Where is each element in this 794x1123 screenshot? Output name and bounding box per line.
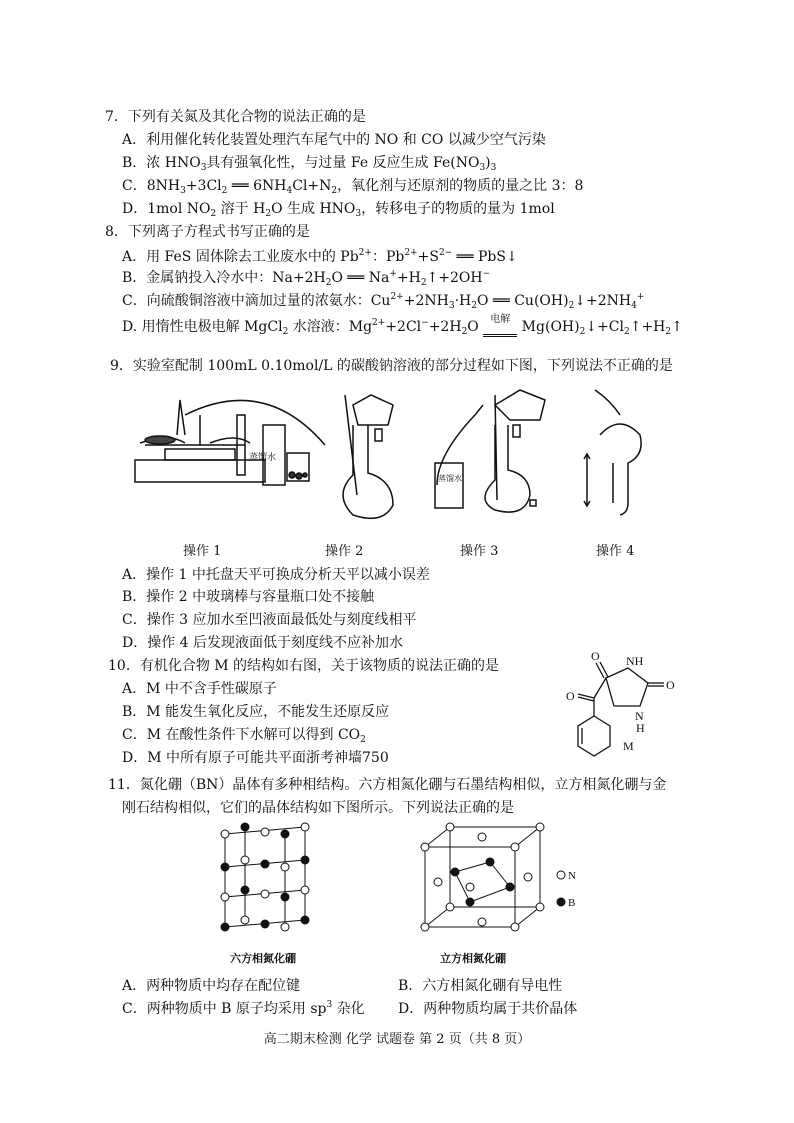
q10-option-b: B．M 能发生氧化反应，不能发生还原反应 [122,704,390,720]
oxygen-label-3: O [566,689,575,703]
op2-caption: 操作 2 [325,544,364,559]
q9-option-c: C．操作 3 应加水至凹液面最低处与刻度线相平 [122,612,417,628]
h-label: H [636,721,645,735]
q10-option-d: D．M 中所有原子可能共平面浙考神墙750 [122,750,389,766]
q7-option-a: A．利用催化转化装置处理汽车尾气中的 NO 和 CO 以减少空气污染 [122,132,546,148]
q7-stem: 7．下列有关氮及其化合物的说法正确的是 [105,109,366,125]
molecule-label-m: M [623,739,634,753]
q9-option-b: B．操作 2 中玻璃棒与容量瓶口处不接触 [122,589,375,605]
q10-stem: 10．有机化合物 M 的结构如右图，关于该物质的说法正确的是 [108,658,500,674]
q11-option-c: C．两种物质中 B 原子均采用 $sp^3$ 杂化 [122,1000,365,1017]
hexagonal-bn-lattice [225,827,305,927]
nh-label-1: NH [626,654,644,668]
q9-operations-figure [125,385,705,525]
q7-option-c: C．$8NH_3+3Cl_2$ ══ $6NH_4Cl+N_2$，氧化剂与还原剂的物质的量之比 3：8 [122,178,584,196]
q11-option-a: A．两种物质中均存在配位键 [122,978,301,994]
q8-option-d: D. 用惰性电极电解 MgCl$_2$ 水溶液：$Mg^{2+}+2Cl^-+2H_2O$ $^{电解}$ $Mg(OH)_2↓+Cl_2↑+H_2↑$ [122,314,683,337]
q8-option-c: C．向硫酸铜溶液中滴加过量的浓氨水：$Cu^{2+}+2NH_3\cdot H_2O$ ══ $Cu(OH)_2↓+2NH_4^+$ [122,292,645,311]
q9-option-d: D．操作 4 后发现液面低于刻度线不应补加水 [122,635,404,651]
q11-option-b: B．六方相氮化硼有导电性 [398,978,563,994]
legend-n-label: N [568,870,576,882]
volumetric-flask-pour [343,395,393,518]
hex-caption: 六方相氮化硼 [230,952,296,965]
hexagonal-atoms [221,823,309,931]
q8-option-a: A．用 FeS 固体除去工业废水中的 $Pb^{2+}$：$Pb^{2+}+S^{2-}$ ══ PbS↓ [122,248,518,265]
legend [557,870,576,909]
q9-option-a: A．操作 1 中托盘天平可换成分析天平以减小误差 [122,567,430,583]
water-label-2: 蒸馏水 [438,474,462,483]
op1-caption: 操作 1 [183,544,222,559]
inverting-flask [584,390,641,515]
q11-option-d: D．两种物质均属于共价晶体 [398,1001,578,1017]
balance-illustration [135,400,325,485]
bn-crystal-structures-figure [210,822,590,947]
wash-bottle-and-flask [435,390,545,512]
q8-stem: 8．下列离子方程式书写正确的是 [105,224,310,240]
legend-b-label: B [568,897,576,909]
cubic-caption: 立方相氮化硼 [440,952,506,965]
q11-stem-line2: 刚石结构相似，它们的晶体结构如下图所示。下列说法正确的是 [122,800,514,816]
n-label: N [635,709,644,723]
q10-option-c: C．M 在酸性条件下水解可以得到 $CO_2$ [122,727,366,745]
q7-option-d: D．1mol $NO_2$ 溶于 $H_2O$ 生成 $HNO_3$，转移电子的物质的量为 1mol [122,201,555,219]
q9-stem: 9．实验室配制 100mL 0.10mol/L 的碳酸钠溶液的部分过程如下图，下列说法不正确的是 [110,358,673,374]
water-label-1: 蒸馏水 [249,453,277,463]
q11-stem-line1: 11．氮化硼（BN）晶体有多种相结构。六方相氮化硼与石墨结构相似，立方相氮化硼与金 [108,777,667,793]
molecule-m-structure [556,648,706,758]
q8-option-b: B．金属钠投入冷水中：$Na+2H_2O$ ══ $Na^++H_2↑+2OH^-$ [122,269,491,288]
op3-caption: 操作 3 [460,544,499,559]
electrolysis-arrow: 电解 [483,322,517,337]
oxygen-label-1: O [591,649,600,663]
op4-caption: 操作 4 [596,544,635,559]
page-footer: 高二期末检测 化学 试题卷 第 2 页（共 8 页） [263,1032,531,1047]
cubic-bn-lattice [425,827,540,927]
q10-option-a: A．M 中不含手性碳原子 [122,681,277,697]
oxygen-label-2: O [666,678,675,692]
q7-option-b: B．浓 $HNO_3$具有强氧化性，与过量 Fe 反应生成 $Fe(NO_3)_3$ [122,155,497,173]
